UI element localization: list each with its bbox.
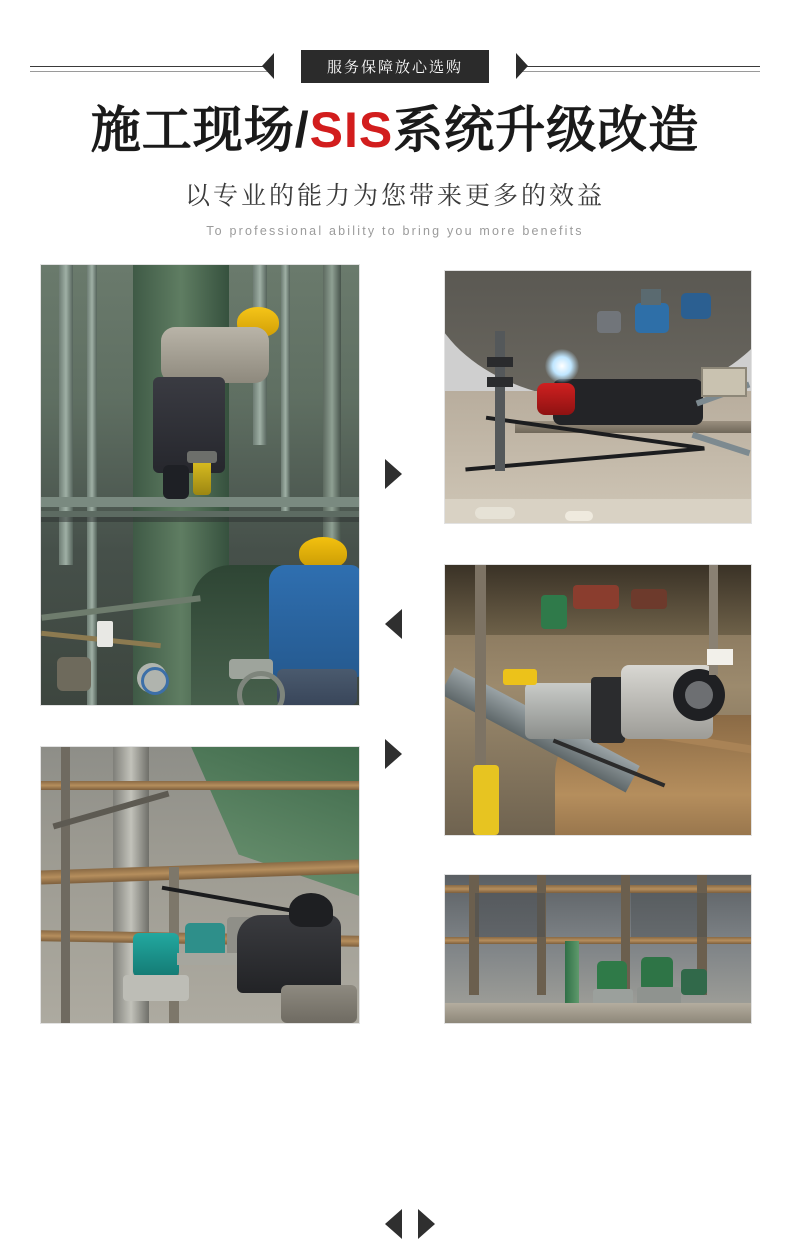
photo-5-scene [445, 875, 751, 1023]
page-title-part-2: 系统升级改造 [393, 102, 700, 158]
arrow-left-bottom [385, 1209, 402, 1239]
gallery-photo-5[interactable] [444, 874, 752, 1024]
gallery-photo-3[interactable] [444, 564, 752, 836]
ribbon-rule-left-2 [30, 71, 270, 72]
arrow-right-mid [385, 739, 402, 769]
page-title-part-1: 施工现场/ [90, 102, 310, 158]
photo-3-scene [445, 565, 751, 835]
page-title-accent: SIS [309, 102, 394, 158]
gallery-photo-4[interactable] [40, 746, 360, 1024]
gallery-photo-1[interactable] [40, 264, 360, 706]
top-ribbon [0, 48, 790, 84]
photo-2-scene [445, 271, 751, 523]
arrow-right-top [385, 459, 402, 489]
photo-4-scene [41, 747, 359, 1023]
ribbon-rule-right-2 [520, 71, 760, 72]
ribbon-rule-left [30, 66, 270, 67]
ribbon-cap-right-icon [516, 53, 528, 79]
photo-1-scene [41, 265, 359, 705]
ribbon-tag-label: 服务保障放心选购 [301, 50, 489, 83]
ribbon-cap-left-icon [262, 53, 274, 79]
page-subtitle-cn: 以专业的能力为您带来更多的效益 [184, 181, 605, 210]
gallery-photo-2[interactable] [444, 270, 752, 524]
photo-gallery [40, 264, 750, 1024]
arrow-right-bottom [418, 1209, 435, 1239]
arrow-left-mid [385, 609, 402, 639]
ribbon-rule-right [520, 66, 760, 67]
page-subtitle-en: To professional ability to bring you more benefits [206, 223, 584, 238]
page-title [0, 102, 790, 160]
